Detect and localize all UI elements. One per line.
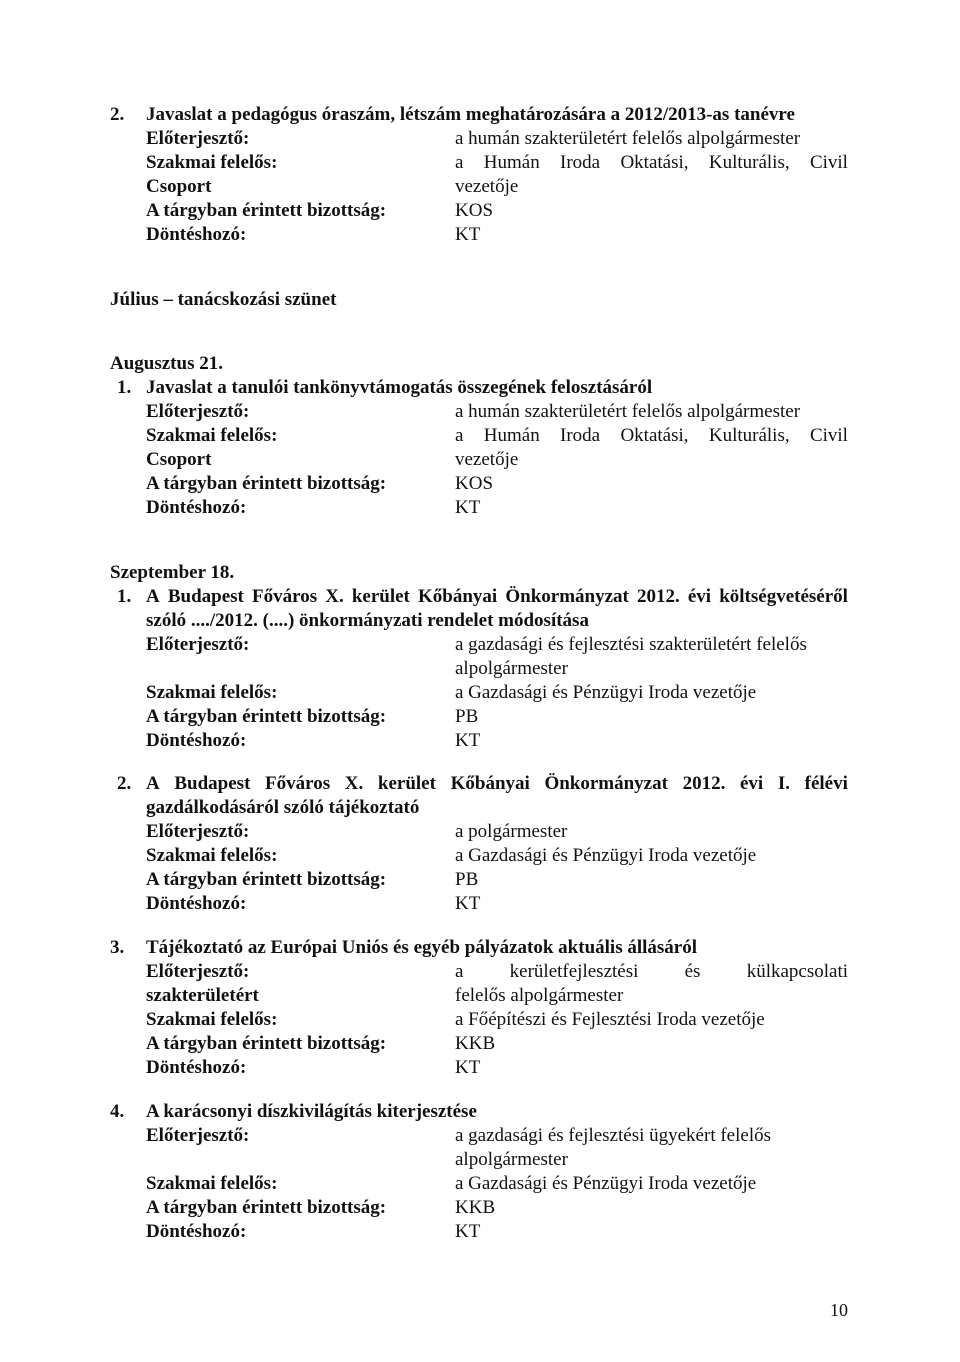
- page-number: 10: [830, 1300, 848, 1320]
- field-label: Döntéshozó:: [146, 1057, 247, 1078]
- item-number: 2.: [110, 104, 125, 125]
- field-label: Szakmai felelős:: [146, 152, 278, 173]
- field-label: Döntéshozó:: [146, 1221, 247, 1242]
- field-value: a Gazdasági és Pénzügyi Iroda vezetője: [455, 845, 757, 866]
- field-label: Szakmai felelős:: [146, 1009, 278, 1030]
- field-label: Döntéshozó:: [146, 730, 247, 751]
- field-value: PB: [455, 706, 479, 727]
- field-value: KT: [455, 224, 481, 245]
- field-label: A tárgyban érintett bizottság:: [146, 200, 387, 221]
- field-label: Előterjesztő:: [146, 961, 250, 982]
- field-value: a Humán Iroda Oktatási, Kulturális, Civil: [455, 425, 848, 446]
- field-value: vezetője: [455, 176, 519, 197]
- field-label: Előterjesztő:: [146, 821, 250, 842]
- item-number: 2.: [117, 773, 132, 794]
- field-value: KOS: [455, 200, 494, 221]
- field-label: A tárgyban érintett bizottság:: [146, 1033, 387, 1054]
- month-heading-july: Július – tanácskozási szünet: [110, 289, 337, 310]
- field-label: Előterjesztő:: [146, 1125, 250, 1146]
- field-value: KKB: [455, 1033, 496, 1054]
- field-label: Döntéshozó:: [146, 497, 247, 518]
- field-label: Döntéshozó:: [146, 224, 247, 245]
- field-value: a polgármester: [455, 821, 568, 842]
- field-label: Döntéshozó:: [146, 893, 247, 914]
- field-label: Előterjesztő:: [146, 401, 250, 422]
- item-title: A Budapest Főváros X. kerület Kőbányai Önkormányzat 2012. évi I. félévi: [146, 773, 848, 794]
- item-title-continued: gazdálkodásáról szóló tájékoztató: [146, 797, 420, 818]
- item-number: 4.: [110, 1101, 125, 1122]
- field-value-continued: alpolgármester: [455, 658, 568, 679]
- field-value: KT: [455, 1057, 481, 1078]
- field-value: a Gazdasági és Pénzügyi Iroda vezetője: [455, 682, 757, 703]
- item-number: 1.: [117, 377, 132, 398]
- field-value: KT: [455, 1221, 481, 1242]
- field-label: Szakmai felelős:: [146, 425, 278, 446]
- field-value: vezetője: [455, 449, 519, 470]
- field-value: PB: [455, 869, 479, 890]
- field-value: a gazdasági és fejlesztési ügyekért felelős: [455, 1125, 771, 1146]
- item-title: Javaslat a tanulói tankönyvtámogatás összegének felosztásáról: [146, 377, 653, 398]
- field-value: a humán szakterületért felelős alpolgármester: [455, 401, 801, 422]
- field-label: A tárgyban érintett bizottság:: [146, 1197, 387, 1218]
- field-value: a humán szakterületért felelős alpolgármester: [455, 128, 801, 149]
- item-title-continued: szóló ..../2012. (....) önkormányzati rendelet módosítása: [146, 610, 589, 631]
- field-label: A tárgyban érintett bizottság:: [146, 706, 387, 727]
- field-label: Előterjesztő:: [146, 634, 250, 655]
- field-value: KT: [455, 893, 481, 914]
- month-heading-august: Augusztus 21.: [110, 353, 223, 374]
- field-label: szakterületért: [146, 985, 259, 1006]
- field-label: Előterjesztő:: [146, 128, 250, 149]
- item-title: A karácsonyi díszkivilágítás kiterjesztése: [146, 1101, 477, 1122]
- field-value: KT: [455, 497, 481, 518]
- item-title: Tájékoztató az Európai Uniós és egyéb pályázatok aktuális állásáról: [146, 937, 698, 958]
- field-value-continued: alpolgármester: [455, 1149, 568, 1170]
- field-value: felelős alpolgármester: [455, 985, 624, 1006]
- field-label: A tárgyban érintett bizottság:: [146, 869, 387, 890]
- field-value: a kerületfejlesztési és külkapcsolati: [455, 961, 848, 982]
- field-label: Szakmai felelős:: [146, 1173, 278, 1194]
- month-heading-september: Szeptember 18.: [110, 562, 235, 583]
- field-label: Szakmai felelős:: [146, 682, 278, 703]
- item-number: 1.: [117, 586, 132, 607]
- field-value: KOS: [455, 473, 494, 494]
- item-title: Javaslat a pedagógus óraszám, létszám meghatározására a 2012/2013-as tanévre: [146, 104, 795, 125]
- field-value: KKB: [455, 1197, 496, 1218]
- field-value: a gazdasági és fejlesztési szakterületért felelős: [455, 634, 807, 655]
- field-label: Csoport: [146, 449, 212, 470]
- field-label: Csoport: [146, 176, 212, 197]
- field-value: a Főépítészi és Fejlesztési Iroda vezetője: [455, 1009, 765, 1030]
- field-value: a Gazdasági és Pénzügyi Iroda vezetője: [455, 1173, 757, 1194]
- item-title: A Budapest Főváros X. kerület Kőbányai Önkormányzat 2012. évi költségvetéséről: [146, 586, 848, 607]
- field-value: a Humán Iroda Oktatási, Kulturális, Civil: [455, 152, 848, 173]
- field-label: A tárgyban érintett bizottság:: [146, 473, 387, 494]
- item-number: 3.: [110, 937, 125, 958]
- field-value: KT: [455, 730, 481, 751]
- field-label: Szakmai felelős:: [146, 845, 278, 866]
